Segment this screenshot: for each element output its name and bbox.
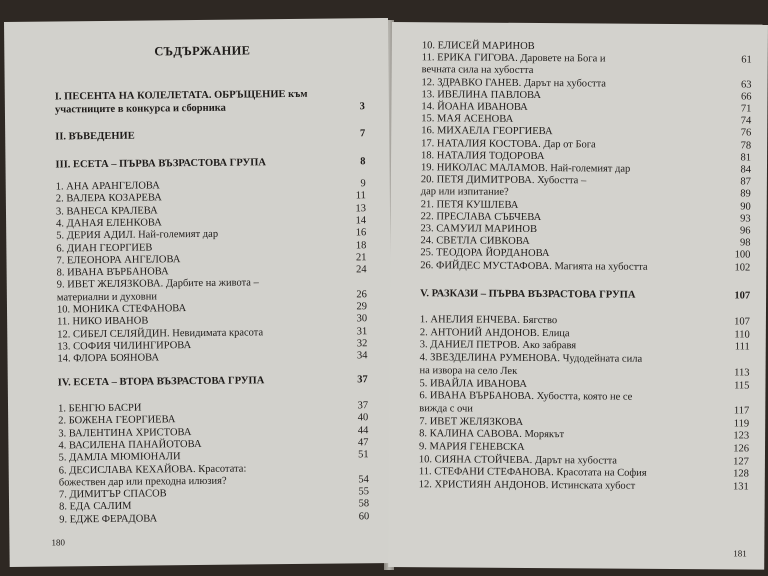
toc-page-number: 29 xyxy=(356,301,368,313)
toc-page-number: 44 xyxy=(357,424,369,436)
toc-page-number: 21 xyxy=(355,252,367,264)
toc-entry-text: 11. СТЕФАНИ СТЕФАНОВА. Красотата на София xyxy=(418,466,647,480)
toc-entry-text: 8. КАЛИНА САВОВА. Морякът xyxy=(419,428,565,441)
toc-entry-text: 12. ЗДРАВКО ГАНЕВ. Дарът на хубостта xyxy=(421,76,607,90)
toc-page-number: 30 xyxy=(356,313,368,325)
toc-entry-text: 3. ВАЛЕНТИНА ХРИСТОВА xyxy=(58,426,192,440)
toc-page-number: 113 xyxy=(734,367,750,379)
toc-entry-text: 3. ВАНЕСА КРАЛЕВА xyxy=(55,204,158,218)
toc-entry-text: II. ВЪВЕДЕНИЕ xyxy=(55,130,135,143)
toc-entry-text: 7. ЕЛЕОНОРА АНГЕЛОВА xyxy=(56,253,181,267)
toc-entry-text: 9. МАРИЯ ГЕНЕВСКА xyxy=(418,441,525,453)
toc-page-number: 31 xyxy=(356,325,368,337)
section-heading xyxy=(58,374,368,389)
toc-page-number: 63 xyxy=(741,79,752,91)
toc-page-number: 96 xyxy=(740,225,751,237)
toc-entry-text: 10. МОНИКА СТЕФАНОВА xyxy=(56,303,187,316)
toc-page-number: 127 xyxy=(733,456,749,468)
section-heading xyxy=(55,156,365,171)
toc-entry xyxy=(420,260,750,274)
toc-entry-text: 1. АНЕЛИЯ ЕНЧЕВА. Бягство xyxy=(419,314,558,327)
toc-page-number: 26 xyxy=(356,288,367,301)
toc-entry-text: 6. ИВАНА ВЪРБАНОВА. Хубостта, която не се xyxy=(419,390,633,403)
toc-entry-text: 11. НИКО ИВАНОВ xyxy=(57,315,149,328)
toc-entry-text: I. ПЕСЕНТА НА КОЛЕЛЕТАТА. ОБРЪЩЕНИЕ към xyxy=(54,88,308,103)
toc-entry-text: 16. МИХАЕЛА ГЕОРГИЕВА xyxy=(421,125,553,138)
toc-entry-text: 9. ИВЕТ ЖЕЛЯЗКОВА. Дарбите на живота – xyxy=(56,277,259,291)
toc-page-number: 32 xyxy=(356,338,368,350)
toc-page-number: 119 xyxy=(733,417,750,430)
toc-page-number: 107 xyxy=(734,316,750,328)
toc-entry-text: 14. ЙОАНА ИВАНОВА xyxy=(421,101,528,113)
toc-entry-text: 12. ХРИСТИЯН АНДОНОВ. Истинската хубост xyxy=(418,479,636,492)
section-heading xyxy=(420,288,750,302)
toc-entry-text: 19. НИКОЛАС МАЛАМОВ. Най-големият дар xyxy=(420,162,631,175)
toc-page-number: 117 xyxy=(733,405,750,417)
toc-page-number: 11 xyxy=(355,190,366,202)
toc-page-number: 24 xyxy=(356,264,367,276)
toc-entry-text: 26. ФИЙДЕС МУСТАФОВА. Магията на хубостта xyxy=(420,259,648,273)
toc-page-number: 111 xyxy=(734,341,750,353)
toc-entry-text: 4. ЗВЕЗДЕЛИНА РУМЕНОВА. Чудодейната сила xyxy=(419,352,643,365)
toc-entry-text: 4. ДАНАЯ ЕЛЕНКОВА xyxy=(56,217,162,230)
toc-page-number: 115 xyxy=(734,379,750,392)
toc-entry xyxy=(57,350,367,365)
toc-page-number: 128 xyxy=(733,468,749,480)
toc-entry-text: 6. ДЕСИСЛАВА КЕХАЙОВА. Красотата: xyxy=(58,462,247,476)
toc-entry-text: 18. НАТАЛИЯ ТОДОРОВА xyxy=(421,150,545,162)
toc-entry-text: 7. ДИМИТЪР СПАСОВ xyxy=(58,488,167,501)
toc-entry-text: 8. ЕДА САЛИМ xyxy=(59,501,132,513)
toc-entry-text: 22. ПРЕСЛАВА СЪБЧЕВА xyxy=(420,211,542,223)
toc-page-number: 89 xyxy=(740,188,751,200)
toc-page-number: 34 xyxy=(356,350,368,362)
toc-page-number: 71 xyxy=(740,103,752,115)
page-number-right: 181 xyxy=(733,548,747,559)
toc-entry-text: участниците в конкурса и сборника xyxy=(54,102,226,116)
toc-entry-text: 10. СИЯНА СТОЙЧЕВА. Дарът на хубостта xyxy=(418,453,618,467)
toc-entry-text: 24. СВЕТЛА СИВКОВА xyxy=(420,235,530,248)
toc-entry-text: 5. ДЕРИЯ АДИЛ. Най-големият дар xyxy=(56,228,219,242)
toc-page-number: 110 xyxy=(734,329,750,341)
right-page xyxy=(388,22,768,570)
toc-page-number: 102 xyxy=(734,261,751,274)
toc-entry xyxy=(59,511,369,526)
toc-entry-text: 21. ПЕТЯ КУШЛЕВА xyxy=(420,198,519,211)
toc-entry-text: 2. ВАЛЕРА КОЗАРЕВА xyxy=(55,192,162,205)
toc-page-number: 3 xyxy=(359,101,365,113)
section-heading xyxy=(55,101,365,116)
toc-entry-text: 3. ДАНИЕЛ ПЕТРОВ. Ако забравя xyxy=(419,339,577,352)
toc-page-number: 40 xyxy=(357,412,369,424)
toc-entry-text: 12. СИБЕЛ СЕЛЯЙДИН. Невидимата красота xyxy=(57,326,264,341)
toc-entry-text: 14. ФЛОРА БОЯНОВА xyxy=(57,352,160,365)
toc-entry-text: 5. ИВАЙЛА ИВАНОВА xyxy=(419,377,528,390)
toc-entry-text: V. РАЗКАЗИ – ПЪРВА ВЪЗРАСТОВА ГРУПА xyxy=(420,288,636,301)
toc-entry-text: IV. ЕСЕТА – ВТОРА ВЪЗРАСТОВА ГРУПА xyxy=(57,375,265,389)
toc-page-number: 93 xyxy=(740,213,751,225)
toc-entry-text: III. ЕСЕТА – ПЪРВА ВЪЗРАСТОВА ГРУПА xyxy=(55,157,266,171)
toc-entry-text: 13. ИВЕЛИНА ПАВЛОВА xyxy=(421,89,542,101)
toc-page-number: 107 xyxy=(734,290,751,302)
toc-entry-text: 17. НАТАЛИЯ КОСТОВА. Дар от Бога xyxy=(421,137,596,151)
toc-page-number: 78 xyxy=(740,140,752,152)
toc-entry-text: 6. ДИАН ГЕОРГИЕВ xyxy=(56,241,153,254)
toc-entry xyxy=(419,479,749,493)
toc-entry-text: 15. МАЯ АСЕНОВА xyxy=(421,113,514,126)
toc-entry-text: 20. ПЕТЯ ДИМИТРОВА. Хубостта – xyxy=(420,174,587,187)
toc-entry-text: 10. ЕЛИСЕЙ МАРИНОВ xyxy=(421,40,535,52)
toc-page-number: 18 xyxy=(355,239,367,251)
toc-page-number: 76 xyxy=(740,127,752,139)
toc-page-number: 8 xyxy=(360,156,366,168)
toc-entry-text: 5. ДАМЛА МЮМЮНАЛИ xyxy=(58,451,181,464)
toc-page-number: 60 xyxy=(358,510,370,522)
toc-page-number: 123 xyxy=(733,430,750,442)
toc-page-number: 58 xyxy=(358,498,370,510)
toc-page-number: 54 xyxy=(358,474,369,486)
toc-page-number: 84 xyxy=(740,164,752,176)
toc-entry-text: 23. САМУИЛ МАРИНОВ xyxy=(420,223,538,236)
toc-page-number: 126 xyxy=(733,443,750,455)
section-heading xyxy=(55,128,365,143)
toc-entry-text: 9. ЕДЖЕ ФЕРАДОВА xyxy=(59,513,158,526)
toc-entry-text: вижда с очи xyxy=(419,403,473,415)
toc-entry-text: 25. ТЕОДОРА ЙОРДАНОВА xyxy=(420,247,550,260)
toc-page-number: 61 xyxy=(741,54,752,66)
toc-page-number: 14 xyxy=(355,215,367,227)
toc-page-number: 74 xyxy=(740,115,752,127)
right-toc-list xyxy=(392,22,768,493)
toc-entry-text: вечната сила на хубостта xyxy=(421,64,534,77)
toc-page-number: 100 xyxy=(734,249,751,261)
toc-page-number: 47 xyxy=(357,437,369,449)
toc-page-number: 131 xyxy=(732,481,749,493)
page-number-left: 180 xyxy=(51,537,66,548)
toc-entry-text: 4. ВАСИЛЕНА ПАНАЙОТОВА xyxy=(58,438,202,452)
left-page xyxy=(4,18,394,567)
toc-page-number: 13 xyxy=(355,202,367,214)
toc-entry-text: материални и духовни xyxy=(56,291,158,304)
toc-page-number: 37 xyxy=(357,374,368,386)
toc-entry-text: 7. ИВЕТ ЖЕЛЯЗКОВА xyxy=(419,415,524,428)
contents-title: СЪДЪРЖАНИЕ xyxy=(154,43,251,59)
toc-page-number: 37 xyxy=(357,400,369,412)
toc-page-number: 98 xyxy=(739,237,751,249)
toc-entry-text: дар или изпитание? xyxy=(420,186,509,199)
toc-entry-text: 11. ЕРИКА ГИГОВА. Даровете на Бога и xyxy=(421,52,606,65)
toc-entry-text: 13. СОФИЯ ЧИЛИНГИРОВА xyxy=(57,339,192,353)
toc-page-number: 55 xyxy=(358,486,369,498)
toc-page-number: 7 xyxy=(359,128,366,140)
toc-page-number: 9 xyxy=(360,178,366,190)
toc-page-number: 16 xyxy=(355,227,367,239)
toc-page-number: 81 xyxy=(740,152,752,164)
toc-entry-text: 1. АНА АРАНГЕЛОВА xyxy=(55,180,160,193)
toc-entry-text: 2. АНТОНИЙ АНДОНОВ. Елица xyxy=(419,326,570,339)
toc-entry-text: 1. БЕНГЮ БАСРИ xyxy=(57,402,142,415)
toc-page-number: 90 xyxy=(740,201,751,213)
toc-entry-text: на извора на село Лек xyxy=(419,364,518,377)
toc-entry-text: 8. ИВАНА ВЪРБАНОВА xyxy=(56,266,169,279)
toc-entry-text: 2. БОЖЕНА ГЕОРГИЕВА xyxy=(58,414,176,427)
toc-page-number: 87 xyxy=(740,176,751,188)
toc-page-number: 66 xyxy=(740,91,752,103)
toc-page-number: 51 xyxy=(357,449,369,461)
toc-entry-text: божествен дар или преходна илюзия? xyxy=(58,475,227,489)
